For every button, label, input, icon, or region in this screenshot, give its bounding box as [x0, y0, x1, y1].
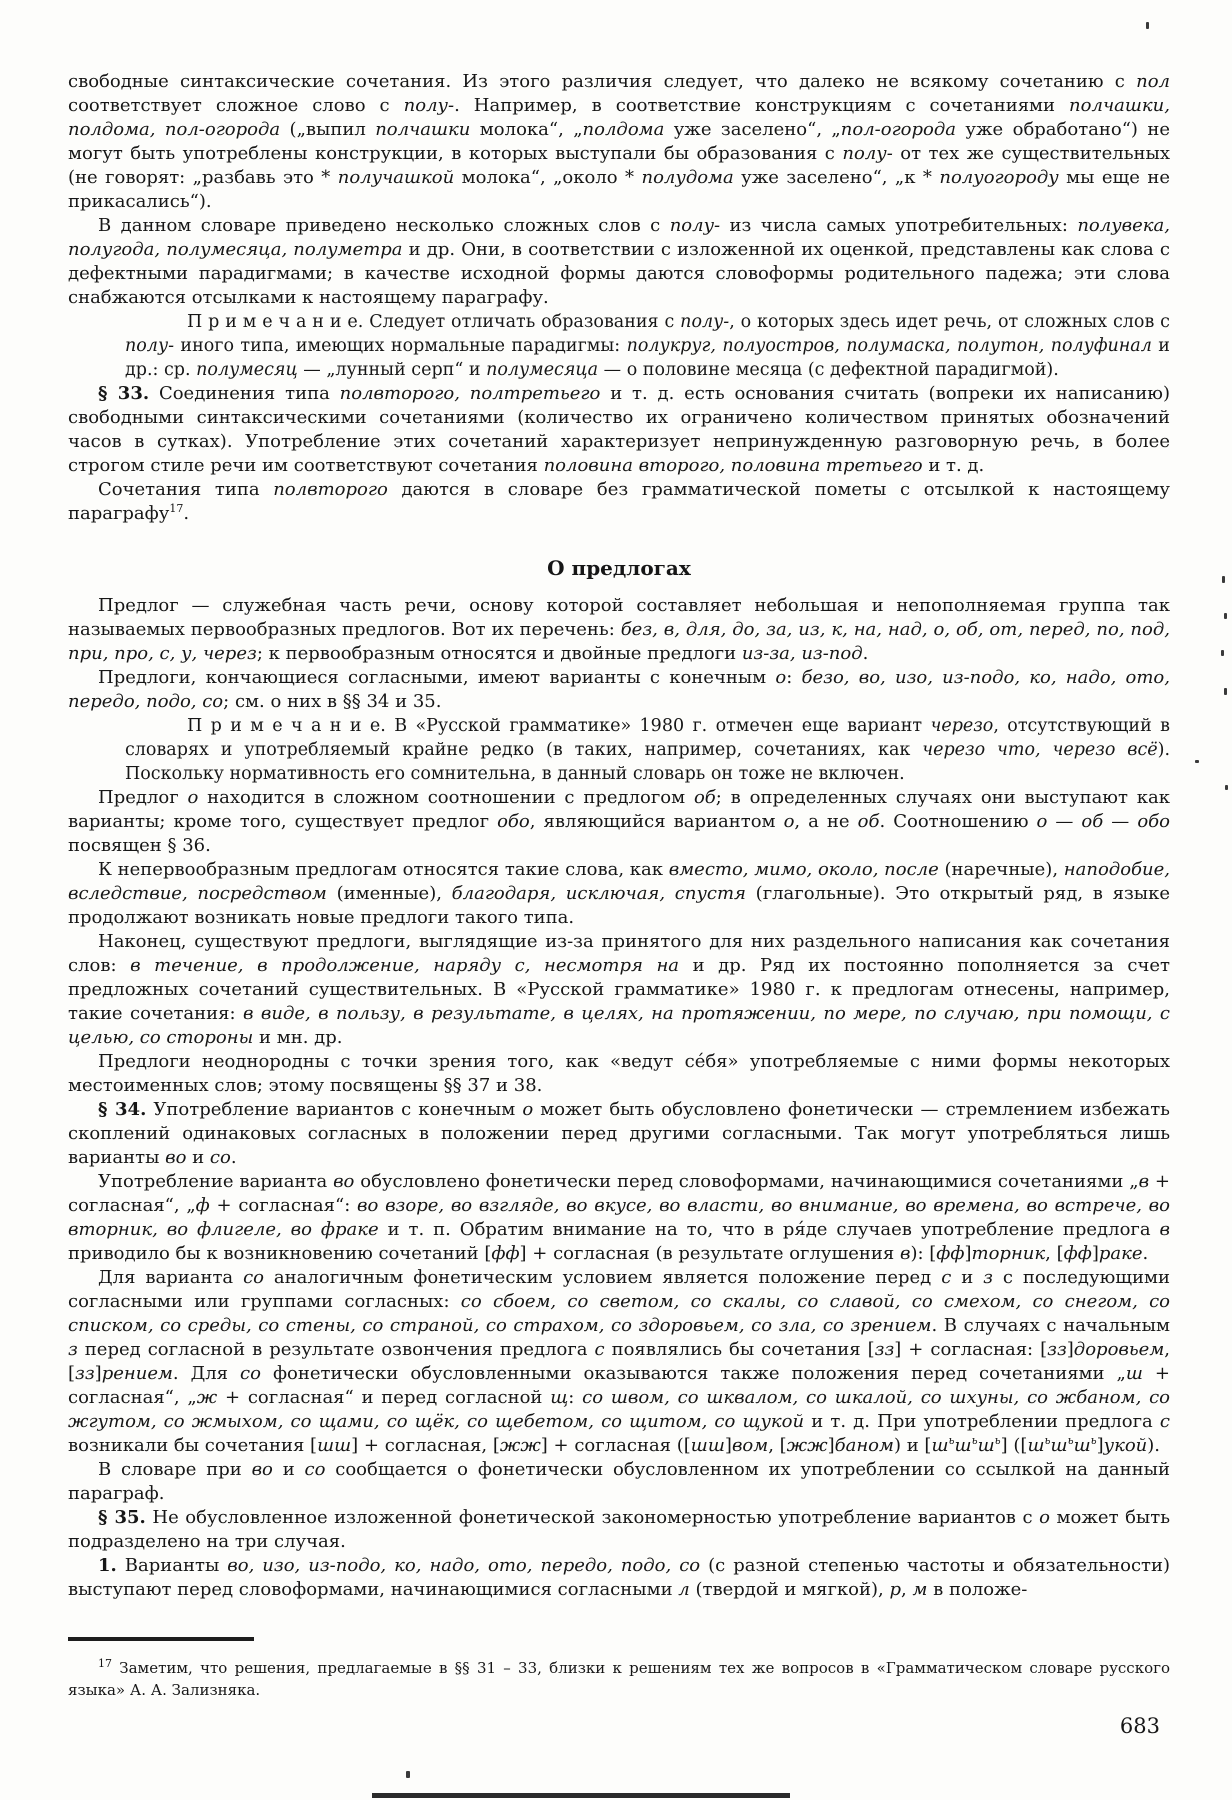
text-column [68, 70, 1170, 1602]
paragraph-section-34: § 34. Употребление вариантов с конечным о может быть обусловлено фонетически — стремлением избежать скоплений одинаковых согласных в положении перед другими согласными. Так могут употребляться лишь варианты во и со. [68, 1099, 1170, 1168]
page-number: 683 [1119, 1714, 1160, 1738]
scan-speck [1146, 22, 1149, 29]
note-paragraph: П р и м е ч а н и е. В «Русской грамматике» 1980 г. отмечен еще вариант черезо, отсутствующий в словарях и употребляемый крайне редко (в таких, например, сочетаниях, как черезо что, черезо всё). Поскольку нормативность его сомнительна, в данный словарь он тоже не включен. [125, 716, 1171, 784]
scan-speck [406, 1771, 410, 1778]
paragraph: В данном словаре приведено несколько сложных слов с полу- из числа самых употребительных: полувека, полугода, полумесяца, полуметра и др. Они, в соответствии с изложенной их оценкой, представлены как слова с дефектными парадигмами; в качестве исходной формы даются словоформы родительного падежа; эти слова снабжаются отсылками к настоящему параграфу. [68, 215, 1170, 308]
paragraph: В словаре при во и со сообщается о фонетически обусловленном их употреблении со ссылкой на данный параграф. [68, 1459, 1170, 1504]
paragraph: Для варианта со аналогичным фонетическим условием является положение перед с и з с последующими согласными или группами согласных: со сбоем, со светом, со скалы, со славой, со смехом, со снегом, со списком, со среды, со стены, со страной, со страхом, со здоровьем, со зла, со зрением. В случаях с начальным з перед согласной в результате озвончения предлога с появлялись бы сочетания [зз] + согласная: [зз]доровьем, [зз]рением. Для со фонетически обусловленными оказываются также положения перед сочетаниями „ш + согласная“, „ж + согласная“ и перед согласной щ: со швом, со шквалом, со шкалой, со шхуны, со жбаном, со жгутом, со жмыхом, со щами, со щёк, со щебетом, со щитом, со щукой и т. д. При употреблении предлога с возникали бы сочетания [шш] + согласная, [жж] + согласная ([шш]вом, [жж]баном) и $[ш^ьш^ьш^ь]$ $([ш^ьш^ьш^ь]укой)$. [68, 1267, 1170, 1456]
paragraph: Употребление варианта во обусловлено фонетически перед словоформами, начинающимися сочетаниями „в + согласная“, „ф + согласная“: во взоре, во взгляде, во вкусе, во власти, во внимание, во времена, во встрече, во вторник, во флигеле, во фраке и т. п. Обратим внимание на то, что в ря́де случаев употребление предлога в приводило бы к возникновению сочетаний [фф] + согласная (в результате оглушения в): [фф]торник, [фф]раке. [68, 1171, 1170, 1264]
paragraph: Наконец, существуют предлоги, выглядящие из-за принятого для них раздельного написания как сочетания слов: в течение, в продолжение, наряду с, несмотря на и др. Ряд их постоянно пополняется за счет предложных сочетаний существительных. В «Русской грамматике» 1980 г. к предлогам отнесены, например, такие сочетания: в виде, в пользу, в результате, в целях, на протяжении, по мере, по случаю, при помощи, с целью, со стороны и мн. др. [68, 931, 1171, 1048]
paragraph-section-35: § 35. Не обусловленное изложенной фонетической закономерностью употребление вариантов с о может быть подразделено на три случая. [68, 1507, 1171, 1552]
paragraph: К непервообразным предлогам относятся такие слова, как вместо, мимо, около, после (наречные), наподобие, вследствие, посредством (именные), благодаря, исключая, спустя (глагольные). Это открытый ряд, в языке продолжают возникать новые предлоги такого типа. [68, 859, 1170, 928]
paragraph: 1. Варианты во, изо, из-подо, ко, надо, ото, передо, подо, со (с разной степенью частоты и обязательности) выступают перед словоформами, начинающимися согласными л (твердой и мягкой), р, м в положе- [68, 1555, 1171, 1600]
paragraph-section-33: § 33. Соединения типа полвторого, полтретьего и т. д. есть основания считать (вопреки их написанию) свободными синтаксическими сочетаниями (количество их ограничено количеством принятых обозначений часов в сутках). Употребление этих сочетаний характеризует непринужденную разговорную речь, в более строгом стиле речи им соответствуют сочетания половина второго, половина третьего и т. д. [68, 383, 1170, 476]
paragraph-continuation: свободные синтаксические сочетания. Из этого различия следует, что далеко не всякому сочетанию с пол соответствует сложное слово с полу-. Например, в соответствие конструкциям с сочетаниями полчашки, полдома, пол-огорода („выпил полчашки молока“, „полдома уже заселено“, „пол-огорода уже обработано“) не могут быть употреблены конструкции, в которых выступали бы образования с полу- от тех же существительных (не говорят: „разбавь это * получашкой молока“, „около * полудома уже заселено“, „к * полуогороду мы еще не прикасались“). [68, 71, 1171, 212]
footnote: $^{17}$ Заметим, что решения, предлагаемые в §§ 31 – 33, близки к решениям тех же вопросов в «Грамматическом словаре русского языка» А. А. Зализняка. [68, 1657, 1170, 1699]
scan-speck [1225, 785, 1228, 790]
paragraph: Сочетания типа полвторого даются в словаре без грамматической пометы с отсылкой к настоящему параграфу$^{17}$. [68, 479, 1170, 524]
scan-speck [1221, 650, 1224, 656]
note-paragraph: П р и м е ч а н и е. Следует отличать образования с полу-, о которых здесь идет речь, от сложных слов с полу- иного типа, имеющих нормальные парадигмы: полукруг, полуостров, полумаска, полутон, полуфинал и др.: ср. полумесяц — „лунный серп“ и полумесяца — о половине месяца (с дефектной парадигмой). [125, 312, 1170, 380]
section-heading: О предлогах [547, 556, 691, 580]
scan-speck [1195, 760, 1199, 763]
scan-speck [1224, 613, 1227, 619]
scan-speck [1224, 688, 1227, 695]
paragraph: Предлог о находится в сложном соотношении с предлогом об; в определенных случаях они выступают как варианты; кроме того, существует предлог обо, являющийся вариантом о, а не об. Соотношению о — об — обо посвящен § 36. [68, 787, 1170, 856]
footnote-rule [68, 1637, 254, 1641]
scan-artifact-bar [372, 1793, 790, 1798]
paragraph: Предлог — служебная часть речи, основу которой составляет небольшая и непополняемая группа так называемых первообразных предлогов. Вот их перечень: без, в, для, до, за, из, к, на, над, о, об, от, перед, по, под, при, про, с, у, через; к первообразным относятся и двойные предлоги из-за, из-под. [68, 595, 1170, 664]
scan-speck [1222, 576, 1225, 583]
paragraph: Предлоги неоднородны с точки зрения того, как «ведут се́бя» употребляемые с ними формы некоторых местоименных слов; этому посвящены §§ 37 и 38. [68, 1051, 1170, 1096]
paragraph: Предлоги, кончающиеся согласными, имеют варианты с конечным о: безо, во, изо, из-подо, ко, надо, ото, передо, подо, со; см. о них в §§ 34 и 35. [68, 667, 1170, 712]
